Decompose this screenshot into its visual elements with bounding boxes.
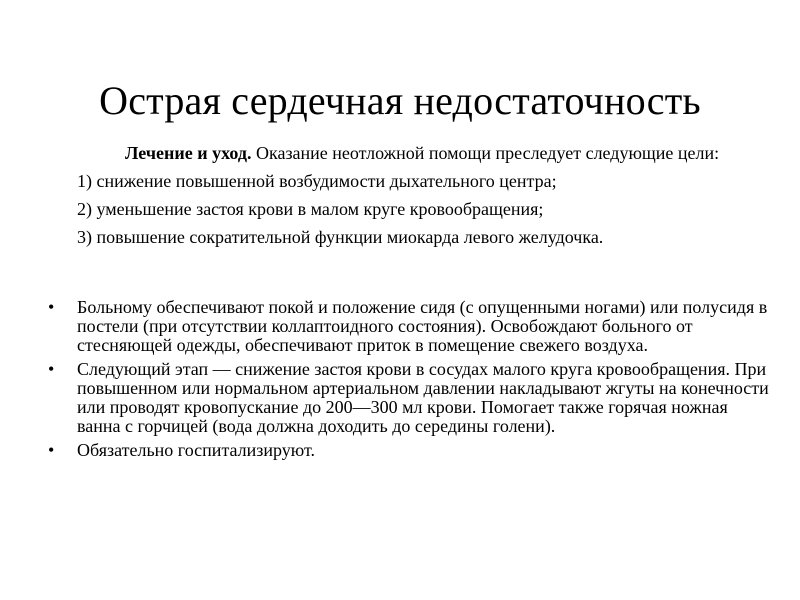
bullet-text: Обязательно госпитализируют.: [77, 440, 316, 460]
bullet-item: [48, 360, 770, 436]
goal-item: 2) уменьшение застоя крови в малом круге кровообращения;: [77, 199, 544, 219]
goal-item: 3) повышение сократительной функции миокарда левого желудочка.: [77, 227, 604, 247]
bullet-list: [48, 298, 770, 465]
bullet-icon: •: [48, 359, 55, 379]
intro-text: Оказание неотложной помощи преследует следующие цели:: [251, 143, 720, 163]
goal-item: 1) снижение повышенной возбудимости дыхательного центра;: [77, 171, 557, 191]
bullet-text: Больному обеспечивают покой и положение сидя (с опущенными ногами) или полусидя в постели (при отсутствии коллаптоидного состояния). Освобождают больного от стесняющей одежды, обеспечивают приток в помещение свежего воздуха.: [77, 297, 768, 355]
intro-lead: Лечение и уход.: [125, 143, 252, 163]
bullet-item: [48, 441, 770, 460]
treatment-section: [77, 143, 767, 247]
intro-paragraph: [77, 143, 767, 163]
bullet-text: Следующий этап — снижение застоя крови в сосудах малого круга кровообращения. При повышенном или нормальном артериальном давлении накладывают жгуты на конечности или проводят кровопускание до 200—300 мл крови. Помогает также горячая ножная ванна с горчицей (вода должна доходить до середины голени).: [77, 359, 769, 436]
slide-title: Острая сердечная недостаточность: [99, 77, 701, 123]
bullet-icon: •: [48, 297, 55, 317]
bullet-item: [48, 298, 770, 355]
bullet-icon: •: [48, 440, 55, 460]
